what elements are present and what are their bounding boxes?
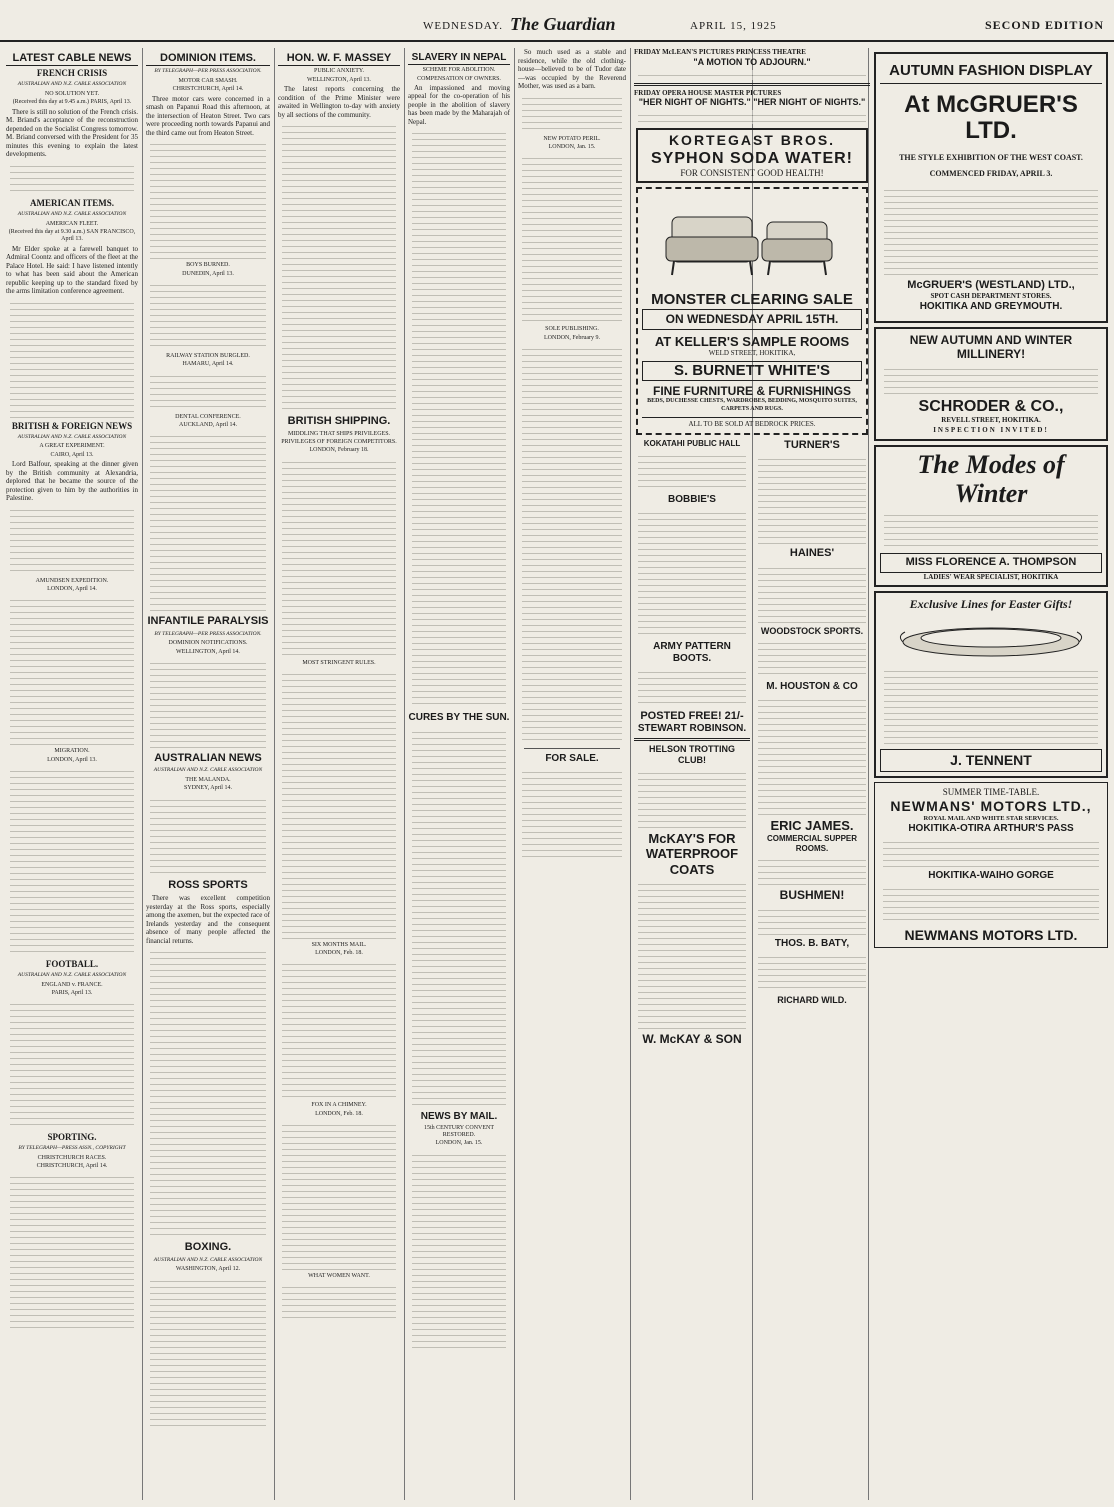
ad-text [638, 879, 746, 1029]
ad-text [883, 884, 1099, 924]
article-title: AUSTRALIAN NEWS [154, 752, 262, 764]
credit-line: BY TELEGRAPH—PRESS ASSN., COPYRIGHT [18, 1145, 126, 1152]
ad-cinema-mclean: FRIDAY McLEAN'S PICTURES PRINCESS THEATRE [634, 48, 806, 56]
ad-mcgruer [874, 52, 1108, 323]
column-cable-news [6, 48, 138, 1500]
article-body-text [150, 139, 266, 259]
article-body-text [282, 1282, 396, 1322]
ad-newmans-footer: NEWMANS MOTORS LTD. [904, 926, 1078, 943]
sub-heading: SOLE PUBLISHING. [545, 326, 599, 333]
sub-heading: BOYS BURNED. [186, 262, 230, 269]
dateline: PARIS, April 13. [51, 989, 93, 996]
sub-heading: PRIVILEGES OF FOREIGN COMPETITORS. [281, 438, 397, 445]
dateline: HAMARU, April 14. [182, 361, 234, 368]
sub-heading: MIGRATION. [54, 748, 90, 755]
dateline: WELLINGTON, April 14. [176, 648, 240, 655]
ad-keller: AT KELLER'S SAMPLE ROOMS [654, 333, 850, 349]
ad-turner: TURNER'S [784, 439, 840, 452]
ad-woodstock: WOODSTOCK SPORTS. [760, 625, 864, 636]
sub-heading: DOMINION NOTIFICATIONS. [168, 640, 248, 647]
dateline: CHRISTCHURCH, April 14. [36, 1163, 108, 1170]
ad-text [758, 855, 866, 885]
ad-newmans [874, 782, 1108, 949]
article-title: NEWS BY MAIL. [420, 1110, 498, 1122]
article-title: AMERICAN ITEMS. [29, 197, 114, 208]
issue-day: WEDNESDAY. [423, 20, 503, 32]
credit-line: BY TELEGRAPH—PER PRESS ASSOCIATION. [154, 68, 262, 75]
section-heading: LATEST CABLE NEWS [6, 52, 138, 66]
ad-mckay-son: W. McKAY & SON [642, 1032, 742, 1047]
article-title: CURES BY THE SUN. [408, 712, 510, 724]
ad-helson: HELSON TROTTING CLUB! [649, 743, 735, 765]
ad-fine-sub: BEDS, DUCHESSE CHESTS, WARDROBES, BEDDING, MOSQUITO SUITES, CARPETS AND RUGS. [647, 398, 857, 412]
ad-army-boots: ARMY PATTERN BOOTS. [653, 640, 731, 664]
sub-heading: COMPENSATION OF OWNERS. [417, 75, 501, 82]
ad-text [883, 837, 1099, 867]
sub-heading: THE MALANDA. [185, 777, 231, 784]
article-body: Mr Elder spoke at a farewell banquet to Admiral Coontz and officers of the fleet at the Palace Hotel. He said: I have listened intently to what has been said about the American republic keeping up to the standard fixed by the arms limitation conference agreement. [6, 244, 138, 296]
article-body-text [150, 795, 266, 875]
dateline: LONDON, Feb. 18. [315, 1110, 363, 1117]
ad-haines: HAINES' [789, 547, 835, 560]
ad-text [638, 667, 746, 707]
sub-heading: SCHEME FOR ABOLITION. [422, 67, 496, 74]
dateline: LONDON, February 9. [544, 334, 600, 341]
ad-commercial: COMMERCIAL SUPPER ROOMS. [766, 833, 858, 853]
article-title: BOXING. [184, 1241, 232, 1254]
article-title: SPORTING. [47, 1132, 97, 1143]
column-dominion-items [146, 48, 270, 1500]
ad-tennent [874, 591, 1108, 777]
sub-heading: 15th CENTURY CONVENT RESTORED. [423, 1124, 495, 1139]
ad-syphon-sub: FOR CONSISTENT GOOD HEALTH! [680, 168, 824, 179]
dateline: DUNEDIN, April 13. [182, 270, 234, 277]
ads-two-column [634, 439, 870, 1047]
ad-eric-james: ERIC JAMES. [770, 818, 854, 834]
ad-mcgruer-westland: McGRUER'S (WESTLAND) LTD., [907, 278, 1075, 291]
ad-text [884, 666, 1098, 746]
ad-cinema-title-2: "HER NIGHT OF NIGHTS." "HER NIGHT OF NIGHTS." [638, 97, 866, 108]
article-body-text [412, 128, 506, 708]
article-body-text [10, 1172, 134, 1332]
section-heading: SLAVERY IN NEPAL [408, 52, 510, 65]
article-title: BRITISH & FOREIGN NEWS [11, 420, 133, 431]
ad-for-sale: FOR SALE. [545, 752, 599, 764]
article-body-text [10, 766, 134, 956]
sub-heading: MIDDLING THAT SHIPS PRIVILEGES. [287, 430, 391, 437]
ad-revell-street: REVELL STREET, HOKITIKA. [941, 415, 1041, 424]
column-rule [630, 48, 631, 1500]
dateline: AUCKLAND, April 14. [179, 421, 237, 428]
ad-waiho-gorge: HOKITIKA-WAIHO GORGE [928, 869, 1054, 881]
article-body-text [282, 669, 396, 939]
article-title: ROSS SPORTS [168, 878, 248, 891]
section-heading: DOMINION ITEMS. [146, 52, 270, 66]
ad-monster-date: ON WEDNESDAY APRIL 15TH. [642, 309, 862, 329]
ad-posted-free: POSTED FREE! 21/- [640, 709, 744, 722]
sub-heading: NO SOLUTION YET. [44, 91, 100, 98]
ad-text [638, 768, 746, 828]
ad-monster-sale [636, 187, 868, 435]
ad-exclusive-lines: Exclusive Lines for Easter Gifts! [909, 597, 1073, 612]
ad-royal-mail: ROYAL MAIL AND WHITE STAR SERVICES. [923, 814, 1059, 822]
credit-line: AUSTRALIAN AND N.Z. CABLE ASSOCIATION [153, 1256, 263, 1263]
article-body: Three motor cars were concerned in a smash on Papanui Road this afternoon, at the intersection of Heaton Street. Two cars were proceeding north towards Papanui and the third came out from Heaton Street. [146, 94, 270, 137]
ad-modes-of-winter: The Modes of Winter [917, 450, 1065, 508]
ad-text [758, 695, 866, 815]
sub-heading: AMERICAN FLEET. [45, 220, 99, 227]
ad-tennent-title: J. TENNENT [880, 749, 1102, 772]
dateline: WASHINGTON, April 12. [175, 1266, 241, 1273]
article-title: INFANTILE PARALYSIS [147, 615, 269, 628]
ads-left-stack [634, 439, 750, 1047]
column-rule [404, 48, 405, 1500]
column-rule [274, 48, 275, 1500]
article-body-text [150, 371, 266, 411]
sub-heading: MOST STRINGENT RULES. [302, 659, 376, 666]
ad-text [758, 563, 866, 623]
ad-bobbies: BOBBIE'S [668, 493, 716, 505]
gift-tray-illustration [891, 616, 1091, 662]
ad-text [638, 110, 866, 124]
issue-date: APRIL 15, 1925 [690, 20, 777, 32]
ad-text [638, 70, 866, 80]
furniture-illustration [652, 197, 852, 287]
ad-syphon-title: SYPHON SODA WATER! [650, 149, 853, 167]
credit-line: AUSTRALIAN AND N.Z. CABLE ASSOCIATION [17, 433, 127, 440]
sub-heading: DENTAL CONFERENCE. [175, 413, 241, 420]
ad-mcgruer-title: At McGRUER'S LTD. [904, 91, 1078, 145]
dateline: LONDON, April 14. [47, 585, 97, 592]
column-slavery [408, 48, 510, 1500]
ad-style-exhibition: THE STYLE EXHIBITION OF THE WEST COAST. [899, 152, 1083, 162]
article-body-text [10, 999, 134, 1129]
ad-text [758, 454, 866, 544]
ad-stewart: STEWART ROBINSON. [637, 722, 747, 734]
ad-white: S. BURNETT WHITE'S [642, 361, 862, 381]
sub-heading: NEW POTATO PERIL. [543, 135, 601, 142]
article-body-text [282, 457, 396, 657]
article-body-text [282, 959, 396, 1099]
ad-text [758, 952, 866, 992]
article-title: BRITISH SHIPPING. [287, 415, 391, 428]
dateline: WELLINGTON, April 13. [307, 76, 371, 83]
sub-heading: SIX MONTHS MAIL. [311, 941, 367, 948]
ad-sold: ALL TO BE SOLD AT BEDROCK PRICES. [642, 417, 862, 429]
column-rule [142, 48, 143, 1500]
ads-right-stack [754, 439, 870, 1047]
article-body-text [10, 161, 134, 195]
ad-text [758, 905, 866, 935]
newspaper-title: The Guardian [510, 14, 616, 34]
ad-newmans-title: NEWMANS' MOTORS LTD., [890, 797, 1092, 814]
article-body: The latest reports concerning the condition of the Prime Minister were awaited in Wellington to-day with anxiety by all sections of the community. [278, 85, 400, 119]
credit-line: AUSTRALIAN AND N.Z. CABLE ASSOCIATION [17, 81, 127, 88]
dateline: LONDON, Feb. 18. [315, 950, 363, 957]
article-body-text [412, 1150, 506, 1350]
article-body-text [522, 153, 622, 323]
masthead [0, 0, 1114, 42]
ad-commenced: COMMENCED FRIDAY, APRIL 3. [929, 168, 1053, 178]
section-heading: HON. W. F. MASSEY [278, 52, 400, 66]
article-body: There is still no solution of the French crisis. M. Briand's acceptance of the reconstruction depended on the Socialist Congress tomorrow. M. Briand conversed with the President for 35 minutes this evening to explain the latest developments. [6, 107, 138, 159]
article-title: FRENCH CRISIS [36, 68, 108, 79]
credit-line: AUSTRALIAN AND N.Z. CABLE ASSOCIATION [17, 971, 127, 978]
ad-cinema-opera: FRIDAY OPERA HOUSE MASTER PICTURES [634, 88, 782, 97]
ad-wild: RICHARD WILD. [777, 994, 847, 1005]
article-body: So much used as a stable and residence, while the old clothing-house—believed to be of Tudor date—was occupied by the Reverend Mother, was used as a barn. [518, 48, 626, 91]
ad-text [638, 508, 746, 638]
article-body-text [150, 947, 266, 1237]
credit-line: AUSTRALIAN AND N.Z. CABLE ASSOCIATION [153, 767, 263, 774]
ad-text [638, 451, 746, 491]
sub-heading: MOTOR CAR SMASH. [178, 78, 238, 85]
article-body-text [150, 431, 266, 611]
article-body: There was excellent competition yesterday at the Ross sports, especially among the axemen, but the expected race of Irelands yesterday and the consequent absence of many people affected the financial returns. [146, 894, 270, 945]
ad-thompson-name: MISS FLORENCE A. THOMPSON [880, 553, 1102, 572]
ads-block-center [634, 48, 870, 1500]
article-body-text [150, 658, 266, 748]
edition-label: SECOND EDITION [985, 18, 1105, 32]
article-body-text [522, 93, 622, 133]
ad-hokitika-greymouth: HOKITIKA AND GREYMOUTH. [919, 300, 1063, 312]
ad-spot-cash: SPOT CASH DEPARTMENT STORES. [930, 291, 1052, 300]
sub-heading: AMUNDSEN EXPEDITION. [35, 577, 109, 584]
ad-inspection: INSPECTION INVITED! [933, 426, 1049, 435]
article-title: FOOTBALL. [45, 958, 99, 969]
ad-text [884, 185, 1098, 275]
article-body-text [282, 1120, 396, 1270]
ad-bushmen: BUSHMEN! [779, 888, 845, 903]
credit-line: AUSTRALIAN AND N.Z. CABLE ASSOCIATION [17, 210, 127, 217]
dateline: (Received this day at 9.45 a.m.) PARIS, April 13. [12, 99, 132, 106]
article-body-text [10, 505, 134, 575]
dateline: LONDON, February 18. [309, 447, 369, 454]
column-rule [514, 48, 515, 1500]
dateline: LONDON, Jan. 15. [435, 1140, 483, 1147]
ad-kortegast-title: KORTEGAST BROS. [668, 132, 836, 149]
ad-autumn-fashion: AUTUMN FASHION DISPLAY [880, 62, 1102, 84]
ad-text [884, 364, 1098, 394]
ad-kokatahi: KOKATAHI PUBLIC HALL [643, 439, 741, 449]
sub-heading: RAILWAY STATION BURGLED. [166, 353, 250, 360]
article-body-text [150, 280, 266, 350]
dateline: (Received this day at 9.30 a.m.) SAN FRANCISCO, April 13. [8, 228, 136, 243]
dateline: LONDON, Jan. 15. [548, 143, 596, 150]
column-five [518, 48, 626, 1500]
article-body-text [282, 121, 396, 411]
ad-monster-title: MONSTER CLEARING SALE [651, 291, 853, 309]
ad-kortegast [636, 128, 868, 183]
column-right-ads [872, 48, 1110, 1500]
ad-keller-street: WELD STREET, HOKITIKA, [708, 349, 796, 358]
ad-houston: M. HOUSTON & CO [766, 681, 858, 693]
ad-ladies-wear: LADIES' WEAR SPECIALIST, HOKITIKA [923, 572, 1059, 581]
article-body-text [10, 595, 134, 745]
sub-heading: PUBLIC ANXIETY. [314, 68, 364, 75]
article-body-text [150, 1276, 266, 1426]
article-body: An impassioned and moving appeal for the co-operation of his people in the abolition of slavery has been made by the Maharajah of Nepal. [408, 83, 510, 126]
sub-heading: A GREAT EXPERIMENT. [39, 443, 105, 450]
ad-winter-millinery: NEW AUTUMN AND WINTER MILLINERY! [909, 332, 1073, 362]
ad-schroder [874, 327, 1108, 441]
ad-schroder-title: SCHRODER & CO., [918, 397, 1064, 415]
dateline: CHRISTCHURCH, April 14. [172, 86, 244, 93]
ad-fine-furniture: FINE FURNITURE & FURNISHINGS [653, 384, 851, 399]
sub-heading: ENGLAND v. FRANCE. [41, 981, 103, 988]
ad-arthurs-pass: HOKITIKA-OTIRA ARTHUR'S PASS [908, 822, 1074, 834]
sub-heading: CHRISTCHURCH RACES. [37, 1154, 107, 1161]
ad-mckay: McKAY'S FOR WATERPROOF COATS [645, 830, 739, 877]
ad-baty: THOS. B. BATY, [774, 937, 850, 949]
dateline: SYDNEY, April 14. [184, 785, 232, 792]
ad-summer-timetable: SUMMER TIME-TABLE. [942, 786, 1040, 797]
ad-cinema-title: "A MOTION TO ADJOURN." [693, 56, 811, 67]
sub-heading: WHAT WOMEN WANT. [308, 1273, 370, 1280]
article-body-text [412, 727, 506, 1107]
article-body-text [10, 298, 134, 418]
article-body-text [522, 344, 622, 744]
sub-heading: FOX IN A CHIMNEY. [311, 1102, 367, 1109]
column-massey [278, 48, 400, 1500]
article-body: Lord Balfour, speaking at the dinner given by the British community at Alexandria, deplored that he became the source of the protection given to him by the authorities in Palestine. [6, 459, 138, 503]
dateline: LONDON, April 13. [47, 756, 97, 763]
ad-text [758, 638, 866, 678]
ad-thompson [874, 445, 1108, 587]
credit-line: BY TELEGRAPH—PER PRESS ASSOCIATION. [154, 630, 262, 637]
ad-text [884, 510, 1098, 550]
dateline: CAIRO, April 13. [50, 451, 94, 458]
ad-text [522, 767, 622, 857]
